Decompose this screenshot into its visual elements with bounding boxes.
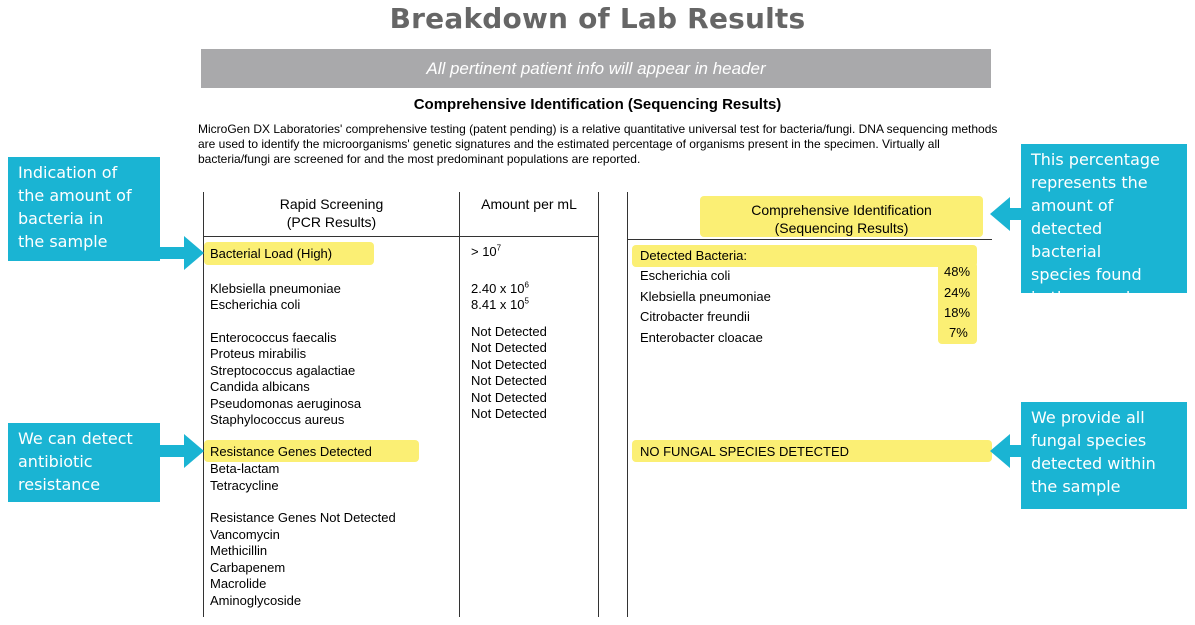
- not-detected-value: Not Detected: [471, 373, 547, 388]
- rapid-screening-header: Rapid Screening (PCR Results): [279, 196, 384, 230]
- detected-bacteria-label: Detected Bacteria:: [640, 248, 747, 263]
- table-header-divider: [203, 236, 599, 237]
- callout-percentage: This percentage represents the amount of detected bacterial species found in the sample: [1021, 144, 1187, 293]
- resistance-gene: Beta-lactam: [210, 461, 280, 476]
- resistance-gene: Methicillin: [210, 543, 268, 558]
- bacterial-load-amount: > $10^7$: [471, 243, 502, 259]
- bacteria-percentage: 7%: [949, 325, 968, 340]
- arrow-stem: [1009, 208, 1021, 220]
- bacteria-name: Citrobacter freundii: [640, 309, 750, 324]
- arrow-left-icon: [990, 197, 1010, 231]
- callout-resistance: We can detect antibiotic resistance genes: [8, 423, 160, 502]
- not-detected-value: Not Detected: [471, 357, 547, 372]
- panel-left-border: [627, 192, 628, 617]
- bacteria-name: Klebsiella pneumoniae: [640, 289, 771, 304]
- resistance-gene: Vancomycin: [210, 527, 280, 542]
- table-column-divider: [459, 192, 460, 617]
- panel-header-divider: [627, 239, 992, 240]
- arrow-right-icon: [184, 434, 204, 468]
- bacteria-name: Enterobacter cloacae: [640, 330, 763, 345]
- arrow-stem: [160, 445, 186, 457]
- resistance-gene: Carbapenem: [210, 560, 286, 575]
- organism-name: Proteus mirabilis: [210, 346, 307, 361]
- arrow-stem: [1009, 445, 1021, 457]
- organism-name: Candida albicans: [210, 379, 310, 394]
- not-detected-value: Not Detected: [471, 340, 547, 355]
- organism-name: Enterococcus faecalis: [210, 330, 337, 345]
- page-title: Breakdown of Lab Results: [389, 2, 806, 35]
- intro-paragraph: MicroGen DX Laboratories' comprehensive testing (patent pending) is a relative quantitative universal test for bacteria/fungi. DNA sequencing methods are used to identify the microorganisms' genetic signatures and the estimated percentage of organisms present in the specimen. Virtually all bacteria/fungi are screened for and the most predominant populations are reported.: [198, 122, 998, 166]
- amount-header: Amount per mL: [481, 196, 577, 212]
- organism-name: Klebsiella pneumoniae: [210, 281, 341, 296]
- resistance-not-detected-label: Resistance Genes Not Detected: [210, 510, 396, 525]
- not-detected-value: Not Detected: [471, 390, 547, 405]
- comprehensive-id-header: Comprehensive Identification (Sequencing Results): [751, 202, 932, 236]
- organism-amount: 8.41 x $10^5$: [471, 296, 529, 312]
- callout-fungal: We provide all fungal species detected within the sample: [1021, 402, 1187, 509]
- header-bar-text: All pertinent patient info will appear in header: [426, 58, 766, 78]
- not-detected-value: Not Detected: [471, 406, 547, 421]
- resistance-gene: Aminoglycoside: [210, 593, 302, 608]
- organism-name: Escherichia coli: [210, 297, 301, 312]
- arrow-left-icon: [990, 434, 1010, 468]
- fungal-result: NO FUNGAL SPECIES DETECTED: [640, 444, 849, 459]
- organism-name: Staphylococcus aureus: [210, 412, 345, 427]
- bacteria-name: Escherichia coli: [640, 268, 731, 283]
- not-detected-value: Not Detected: [471, 324, 547, 339]
- resistance-gene: Macrolide: [210, 576, 267, 591]
- patient-info-header-bar: [201, 49, 991, 88]
- callout-bacterial-amount: Indication of the amount of bacteria in the sample: [8, 157, 160, 261]
- bacteria-percentage: 18%: [944, 305, 971, 320]
- organism-name: Pseudomonas aeruginosa: [210, 396, 362, 411]
- bacteria-percentage: 48%: [944, 264, 971, 279]
- resistance-gene: Tetracycline: [210, 478, 279, 493]
- resistance-detected-label: Resistance Genes Detected: [210, 444, 372, 459]
- arrow-right-icon: [184, 236, 204, 270]
- arrow-stem: [160, 247, 186, 259]
- bacterial-load-label: Bacterial Load (High): [210, 246, 333, 261]
- bacteria-percentage: 24%: [944, 285, 971, 300]
- organism-amount: 2.40 x $10^6$: [471, 280, 529, 296]
- organism-name: Streptococcus agalactiae: [210, 363, 356, 378]
- table-right-border: [598, 192, 599, 617]
- section-heading: Comprehensive Identification (Sequencing Results): [413, 96, 782, 113]
